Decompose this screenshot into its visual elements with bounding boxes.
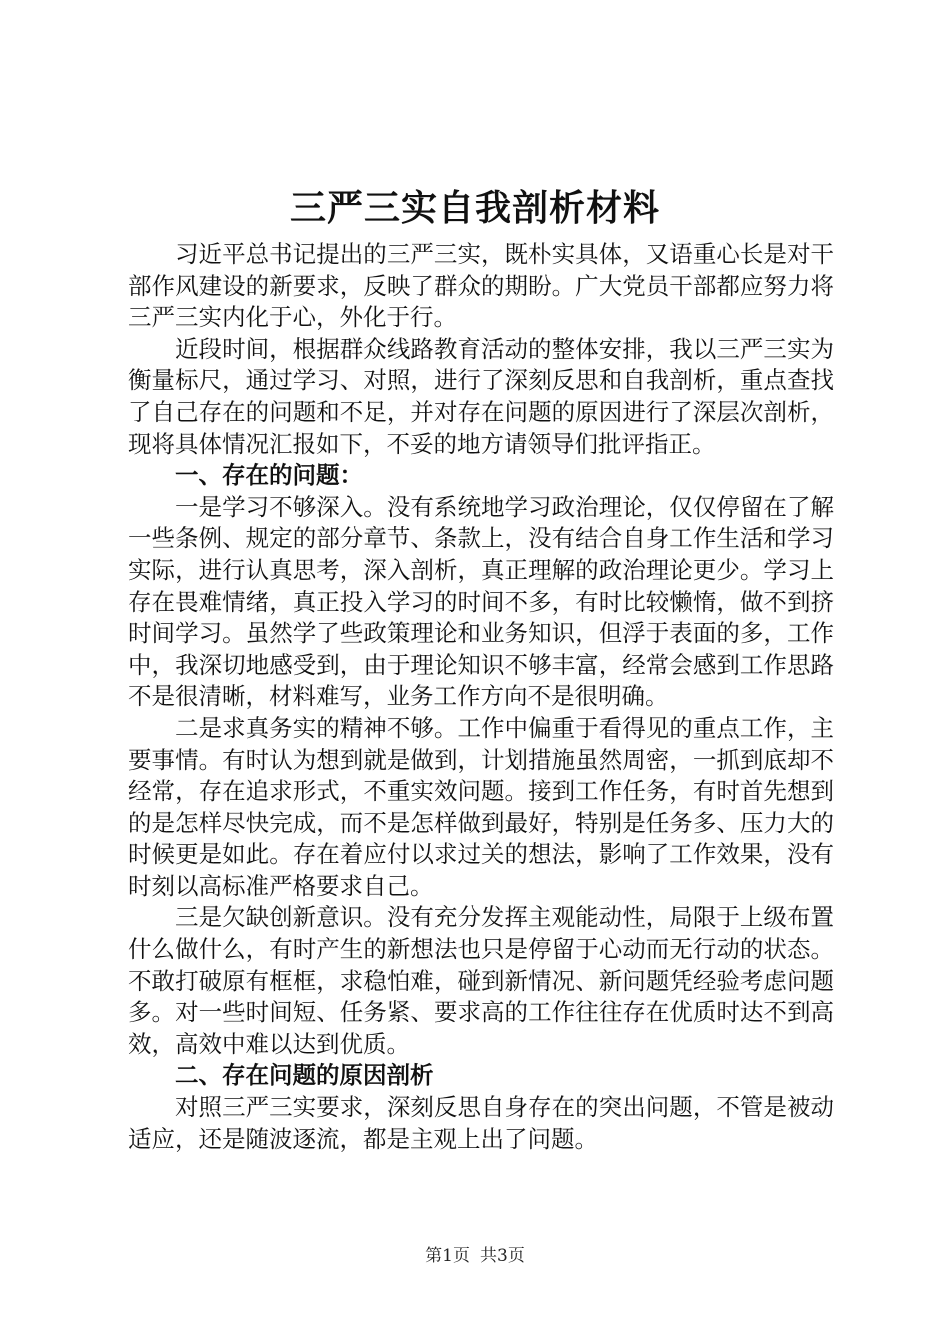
section-heading-causes: 二、存在问题的原因剖析: [175, 1061, 434, 1090]
paragraph-problem-2: 二是求真务实的精神不够。工作中偏重于看得见的重点工作，主要事情。有时认为想到就是做到，计划措施虽然周密，一抓到底却不经常，存在追求形式，不重实效问题。接到工作任务，有时首先想到的是怎样尽快完成，而不是怎样做到最好，特别是任务多、压力大的时候更是如此。存在着应付以求过关的想法，影响了工作效果，没有时刻以高标准严格要求自己。: [128, 713, 834, 900]
paragraph-intro: 习近平总书记提出的三严三实，既朴实具体，又语重心长是对干部作风建设的新要求，反映了群众的期盼。广大党员干部都应努力将三严三实内化于心，外化于行。: [128, 240, 834, 332]
page-footer: [0, 1245, 950, 1267]
paragraph-problem-1: 一是学习不够深入。没有系统地学习政治理论，仅仅停留在了解一些条例、规定的部分章节、条款上，没有结合自身工作生活和学习实际，进行认真思考，深入剖析，真正理解的政治理论更少。学习上存在畏难情绪，真正投入学习的时间不多，有时比较懒惰，做不到挤时间学习。虽然学了些政策理论和业务知识，但浮于表面的多，工作中，我深切地感受到，由于理论知识不够丰富，经常会感到工作思路不是很清晰，材料难写，业务工作方向不是很明确。: [128, 492, 834, 711]
page-total: 共3页: [480, 1246, 525, 1266]
page-number: 第1页: [425, 1246, 470, 1266]
document-title: 三严三实自我剖析材料: [289, 188, 660, 229]
paragraph-problem-3: 三是欠缺创新意识。没有充分发挥主观能动性，局限于上级布置什么做什么，有时产生的新想法也只是停留于心动而无行动的状态。不敢打破原有框框，求稳怕难，碰到新情况、新问题凭经验考虑问题多。对一些时间短、任务紧、要求高的工作往往存在优质时达不到高效，高效中难以达到优质。: [128, 903, 834, 1058]
paragraph-causes-intro: 对照三严三实要求，深刻反思自身存在的突出问题，不管是被动适应，还是随波逐流，都是主观上出了问题。: [128, 1093, 834, 1153]
document-body: [128, 239, 834, 1155]
section-heading-problems: 一、存在的问题：: [175, 461, 363, 490]
paragraph-background: 近段时间，根据群众线路教育活动的整体安排，我以三严三实为衡量标尺，通过学习、对照，进行了深刻反思和自我剖析，重点查找了自己存在的问题和不足，并对存在问题的原因进行了深层次剖析，现将具体情况汇报如下，不妥的地方请领导们批评指正。: [128, 334, 834, 458]
